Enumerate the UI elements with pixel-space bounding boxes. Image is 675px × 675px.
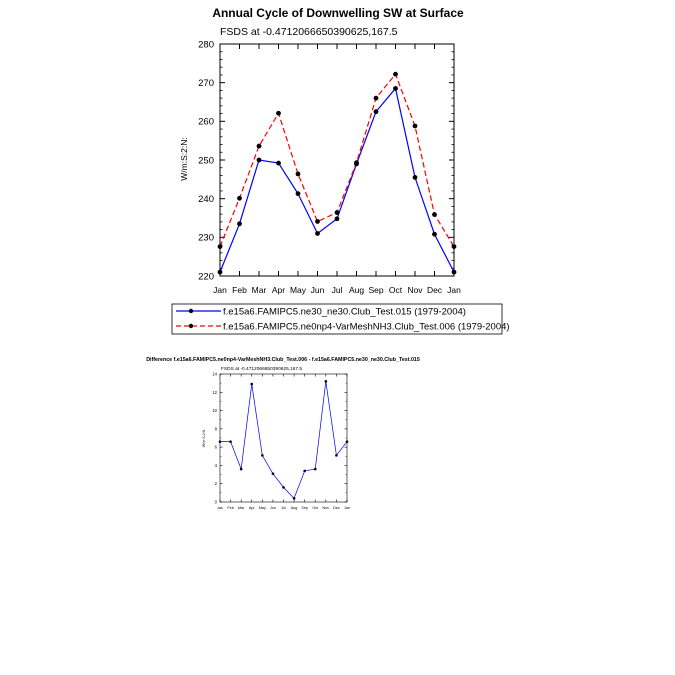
main-chart-x-tick-label: Sep (368, 285, 384, 295)
main-chart-series-1-point (296, 191, 301, 196)
legend-label-series-1: f.e15a6.FAMIPC5.ne30_ne30.Club_Test.015 (1979-2004) (223, 306, 466, 318)
difference-chart-series-1-point (250, 383, 253, 386)
main-chart-series-2-point (296, 172, 301, 177)
main-chart-y-tick-label: 240 (198, 193, 214, 205)
difference-chart-x-tick-label: Aug (290, 506, 298, 510)
difference-chart-x-tick-label: Sep (301, 506, 308, 510)
main-chart-x-tick-label: Jan (213, 285, 227, 295)
main-chart-series-1-point (218, 270, 223, 275)
main-chart-series-1-point (432, 232, 437, 237)
main-chart-y-tick-label: 220 (198, 271, 214, 283)
main-chart-x-tick-label: Nov (407, 285, 423, 295)
main-chart-ticks (198, 39, 461, 295)
main-chart-y-tick-label: 270 (198, 77, 214, 89)
main-chart-x-tick-label: Apr (271, 285, 286, 295)
main-chart-x-tick-label: Aug (348, 285, 365, 295)
main-chart-series-2-point (432, 212, 437, 217)
main-chart-x-tick-label: Jan (447, 285, 461, 295)
difference-chart-x-tick-label: Nov (322, 506, 330, 510)
main-chart (172, 6, 510, 334)
difference-chart-x-tick-label: Jul (281, 506, 286, 510)
difference-chart-series-1-point (240, 468, 243, 471)
main-chart-x-tick-label: Jul (331, 285, 343, 295)
difference-chart-series-1-point (261, 454, 264, 457)
difference-chart-series-1-point (346, 440, 349, 443)
difference-chart-ticks (212, 371, 350, 510)
main-chart-series-line-1 (220, 88, 454, 272)
difference-chart-plot-frame (220, 374, 347, 502)
main-chart-x-tick-label: Mar (251, 285, 267, 295)
difference-chart-y-tick-label: 2 (214, 481, 217, 487)
difference-chart-series-1-point (293, 497, 296, 500)
main-chart-series-2-point (257, 144, 262, 149)
main-chart-series (218, 72, 457, 275)
difference-chart-x-tick-label: Jan (217, 506, 223, 510)
main-chart-series-1-point (276, 161, 281, 166)
main-chart-x-tick-label: Feb (232, 285, 247, 295)
difference-chart-y-tick-label: 12 (212, 389, 217, 395)
difference-chart-series (219, 380, 349, 500)
difference-chart-x-tick-label: Jan (344, 506, 350, 510)
main-chart-series-2-point (218, 244, 223, 249)
difference-chart-x-tick-label: Mar (237, 506, 245, 510)
difference-chart-y-tick-label: 14 (212, 371, 217, 377)
legend-marker-series-1 (189, 309, 193, 313)
main-chart-y-tick-label: 250 (198, 155, 214, 167)
difference-chart-y-tick-label: 0 (214, 499, 217, 505)
difference-chart-y-tick-label: 6 (214, 444, 217, 450)
main-chart-series-2-point (374, 96, 379, 101)
difference-chart-subtitle: FSDS at -0.4712066650390625,167.5 (221, 367, 303, 372)
main-chart-series-2-point (452, 244, 457, 249)
main-chart-series-2-point (315, 219, 320, 224)
main-chart-x-tick-label: May (289, 285, 307, 295)
difference-chart-x-tick-label: Oct (312, 506, 319, 510)
main-chart-plot-frame (220, 44, 454, 276)
difference-chart-series-line-1 (220, 381, 347, 498)
difference-chart-x-tick-label: Apr (248, 506, 255, 510)
main-chart-series-1-point (237, 221, 242, 226)
main-chart-series-1-point (335, 216, 340, 221)
difference-chart-title: Difference f.e15a6.FAMIPC5.ne0np4-VarMeshNH3.Club_Test.006 - f.e15a6.FAMIPC5.ne30_ne30.Club_Test.015 (146, 357, 420, 363)
main-chart-series-2-point (393, 72, 398, 77)
main-chart-series-1-point (315, 231, 320, 236)
difference-chart (146, 357, 420, 510)
main-chart-y-tick-label: 230 (198, 232, 214, 244)
main-chart-series-1-point (413, 175, 418, 180)
main-chart-series-2-point (354, 160, 359, 165)
difference-chart-series-1-point (314, 468, 317, 471)
difference-chart-series-1-point (272, 472, 275, 475)
main-chart-series-2-point (237, 196, 242, 201)
main-chart-legend (172, 304, 510, 334)
difference-chart-x-tick-label: Feb (227, 506, 234, 510)
difference-chart-y-tick-label: 10 (212, 408, 217, 414)
main-chart-x-tick-label: Oct (388, 285, 403, 295)
main-chart-subtitle: FSDS at -0.4712066650390625,167.5 (220, 26, 398, 38)
difference-chart-series-1-point (303, 470, 306, 473)
main-chart-y-tick-label: 280 (198, 39, 214, 51)
difference-chart-series-1-point (229, 440, 232, 443)
difference-chart-series-1-point (335, 454, 338, 457)
difference-chart-y-tick-label: 8 (214, 426, 217, 432)
main-chart-y-tick-label: 260 (198, 116, 214, 128)
difference-chart-series-1-point (325, 380, 328, 383)
main-chart-series-1-point (257, 158, 262, 163)
main-chart-series-2-point (413, 124, 418, 129)
difference-chart-y-tick-label: 4 (214, 462, 217, 468)
main-chart-x-tick-label: Jun (310, 285, 325, 295)
difference-chart-series-1-point (282, 486, 285, 489)
legend-marker-series-2 (189, 324, 193, 328)
main-chart-y-axis-label: W/m:S:2:N: (179, 137, 189, 181)
legend-label-series-2: f.e15a6.FAMIPC5.ne0np4-VarMeshNH3.Club_Test.006 (1979-2004) (223, 321, 510, 333)
main-chart-series-1-point (452, 270, 457, 275)
main-chart-title: Annual Cycle of Downwelling SW at Surface (212, 6, 464, 20)
difference-chart-y-axis-label: W/m:S:2:N: (202, 428, 206, 448)
main-chart-x-tick-label: Dec (426, 285, 443, 295)
main-chart-series-2-point (335, 210, 340, 215)
main-chart-series-2-point (276, 111, 281, 116)
difference-chart-series-1-point (219, 440, 222, 443)
main-chart-series-1-point (374, 109, 379, 114)
difference-chart-x-tick-label: Jun (269, 506, 276, 510)
difference-chart-x-tick-label: Dec (333, 506, 340, 510)
difference-chart-x-tick-label: May (258, 506, 266, 510)
main-chart-series-1-point (393, 86, 398, 91)
